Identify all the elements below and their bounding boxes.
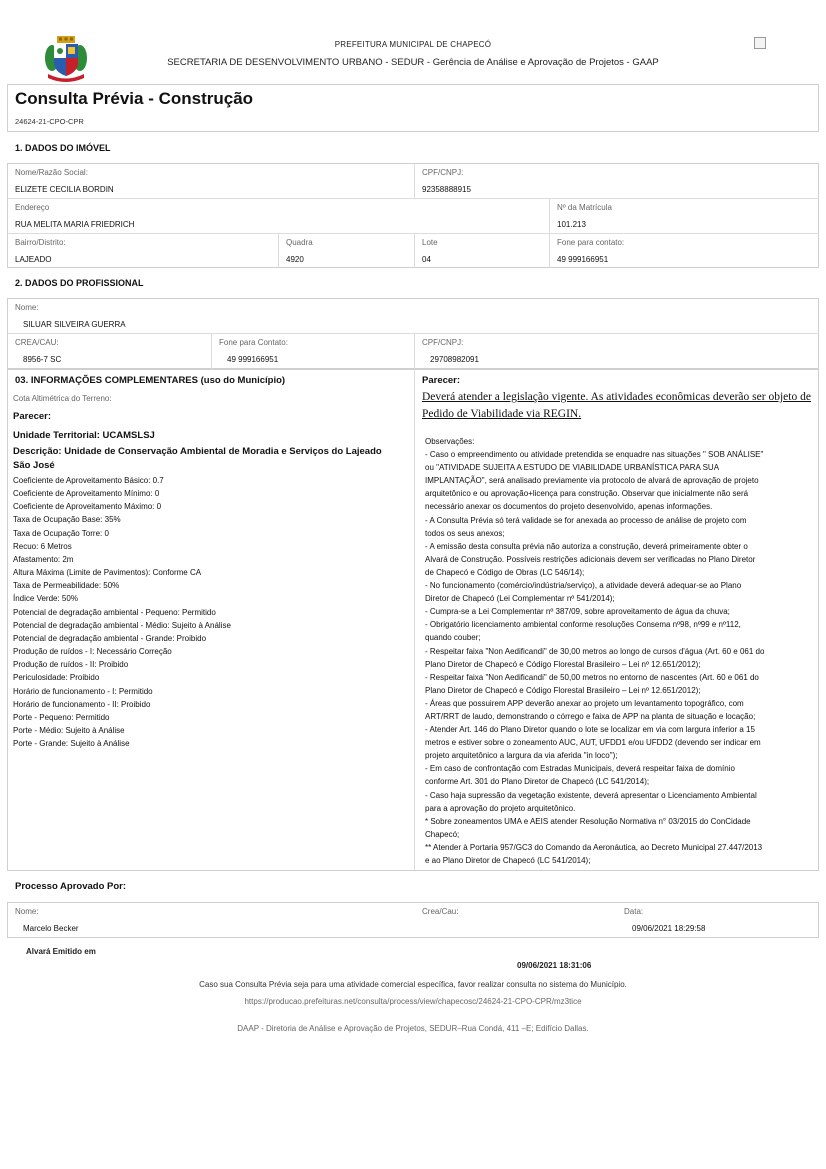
alvara-label: Alvará Emitido em xyxy=(26,947,96,956)
prof-cpf-value: 29708982091 xyxy=(430,355,479,364)
observacao-line: ou "ATIVIDADE SUJEITA A ESTUDO DE VIABILIDADE URBANÍSTICA PARA SUA xyxy=(425,463,720,473)
prof-phone-label: Fone para Contato: xyxy=(219,338,288,347)
observacao-line: Plano Diretor de Chapecó e Código Florestal Brasileiro – Lei nº 12.651/2012); xyxy=(425,685,701,695)
parametro-item: Horário de funcionamento - I: Permitido xyxy=(13,686,153,696)
address-value: RUA MELITA MARIA FRIEDRICH xyxy=(15,220,135,229)
parametro-item: Afastamento: 2m xyxy=(13,554,74,564)
aprovacao-table xyxy=(7,902,819,938)
matricula-cell xyxy=(550,199,819,234)
observacao-line: - A Consulta Prévia só terá validade se for anexada ao processo de análise de projeto com xyxy=(425,515,747,525)
approver-crea-label: Crea/Cau: xyxy=(422,907,459,916)
parametro-item: Potencial de degradação ambiental - Pequeno: Permitido xyxy=(13,607,216,617)
address-label: Endereço xyxy=(15,203,50,212)
observacao-line: IMPLANTAÇÃO", será analisado previamente via protocolo de alvará de aprovação de projeto xyxy=(425,476,759,486)
parametro-item: Periculosidade: Proibido xyxy=(13,673,100,683)
bairro-cell xyxy=(8,234,279,268)
owner-cpf-value: 92358888915 xyxy=(422,185,471,194)
approval-date-cell xyxy=(617,903,819,937)
owner-name-label: Nome/Razão Social: xyxy=(15,168,88,177)
matricula-label: Nº da Matrícula xyxy=(557,203,612,212)
observacao-line: - No funcionamento (comércio/indústria/serviço), a atividade deverá adequar-se ao Plano xyxy=(425,581,742,591)
bairro-label: Bairro/Distrito: xyxy=(15,238,66,247)
parametro-item: Porte - Pequeno: Permitido xyxy=(13,712,110,722)
parametro-item: Taxa de Permeabilidade: 50% xyxy=(13,581,120,591)
crea-value: 8956-7 SC xyxy=(23,355,62,364)
observacao-line: - Áreas que possuirem APP deverão anexar ao projeto um levantamento topográfico, com xyxy=(425,698,744,708)
section-imovel-heading: 1. DADOS DO IMÓVEL xyxy=(15,143,111,153)
observacao-line: necessário anexar os documentos do projeto desenvolvido, apenas informações. xyxy=(425,502,713,512)
approver-name-value: Marcelo Becker xyxy=(23,924,79,933)
alvara-date: 09/06/2021 18:31:06 xyxy=(517,961,592,970)
observacao-line: arquitetônico e ou aprovação+licença para construção. Observar que inicialmente não será xyxy=(425,489,749,499)
daap-address: DAAP - Diretoria de Análise e Aprovação de Projetos, SEDUR–Rua Condá, 411 –E; Edifício Dallas. xyxy=(237,1024,589,1033)
observacao-line: Alvará de Construção. Possíveis restrições adicionais devem ser verificadas no Plano Diretor xyxy=(425,554,756,564)
owner-cpf-label: CPF/CNPJ: xyxy=(422,168,464,177)
parecer-text: Deverá atender a legislação vigente. As atividades econômicas deverão ser objeto de Pedido de Viabilidade via REGIN. xyxy=(422,391,811,420)
owner-cpf-cell xyxy=(415,164,819,199)
approval-date-value: 09/06/2021 18:29:58 xyxy=(632,924,706,933)
owner-name-value: ELIZETE CECILIA BORDIN xyxy=(15,185,114,194)
observacao-line: todos os seus anexos; xyxy=(425,528,505,538)
imovel-table xyxy=(7,163,819,268)
observacao-line: ART/RRT de laudo, demonstrando o córrego e faixa de APP na planta de situação e locação; xyxy=(425,711,756,721)
observacao-line: ** Atender à Portaria 957/GC3 do Comando da Aeronáutica, ao Decreto Municipal 27.447/2013 xyxy=(425,842,763,852)
parametro-item: Produção de ruídos - I: Necessário Correção xyxy=(13,647,172,657)
observacao-line: Diretor de Chapecó (Lei Complementar nº 541/2014); xyxy=(425,594,615,604)
observacao-line: de Chapecó e Código de Obras (LC 546/14); xyxy=(425,567,585,577)
observacao-line: Observações: xyxy=(425,437,475,446)
consulta-url[interactable]: https://producao.prefeituras.net/consulta/process/view/chapecosc/24624-21-CPO-CPR/mz3tice xyxy=(244,997,582,1006)
crea-label: CREA/CAU: xyxy=(15,338,59,347)
page-title: Consulta Prévia - Construção xyxy=(15,89,254,108)
approver-name-label: Nome: xyxy=(15,907,39,916)
process-code: 24624-21-CPO-CPR xyxy=(15,117,84,126)
cota-label: Cota Altimétrica do Terreno: xyxy=(13,394,112,403)
parametro-item: Coeficiente de Aproveitamento Básico: 0.7 xyxy=(13,476,164,485)
owner-phone-value: 49 999166951 xyxy=(557,255,609,264)
secretaria-heading: SECRETARIA DE DESENVOLVIMENTO URBANO - SEDUR - Gerência de Análise e Aprovação de Projetos - GAAP xyxy=(167,57,659,68)
lote-cell xyxy=(415,234,550,268)
observacao-line: - Caso haja supressão da vegetação existente, deverá apresentar o Licenciamento Ambiental xyxy=(425,790,757,800)
title-box xyxy=(7,84,819,132)
parametro-item: Porte - Médio: Sujeito à Análise xyxy=(13,725,125,735)
parametro-item: Potencial de degradação ambiental - Grande: Proibido xyxy=(13,633,207,643)
info-complementares-box xyxy=(7,369,819,871)
observacao-line: conforme Art. 301 do Plano Diretor de Chapecó (LC 541/2014); xyxy=(425,777,650,787)
observacao-line: - A emissão desta consulta prévia não autoriza a construção, deverá primeiramente obter o xyxy=(425,541,748,551)
observacao-line: - Em caso de confrontação com Estradas Municipais, deverá respeitar faixa de domínio xyxy=(425,764,735,774)
crea-cell xyxy=(8,334,212,369)
observacoes-list xyxy=(425,435,817,867)
column-divider xyxy=(414,370,415,870)
observacao-line: quando couber; xyxy=(425,633,481,643)
broken-image-icon xyxy=(754,37,766,49)
observacao-line: Chapecó; xyxy=(425,829,460,839)
owner-phone-cell xyxy=(550,234,819,268)
prof-cpf-cell xyxy=(415,334,819,369)
consulta-notice: Caso sua Consulta Prévia seja para uma atividade comercial específica, favor realizar consulta no sistema do Município. xyxy=(199,980,627,989)
parecer-label: Parecer: xyxy=(422,375,461,386)
parametro-item: Taxa de Ocupação Torre: 0 xyxy=(13,528,109,538)
parametros-list xyxy=(13,474,408,750)
parametro-item: Produção de ruídos - II: Proibido xyxy=(13,660,129,670)
quadra-label: Quadra xyxy=(286,238,313,247)
observacao-line: - Atender Art. 146 do Plano Diretor quando o lote se localizar em via com largura inferior a 15 xyxy=(425,725,755,735)
info-heading: 03. INFORMAÇÕES COMPLEMENTARES (uso do Município) xyxy=(15,375,286,386)
observacao-line: metros e estiver sobre o zoneamento AUC, AUT, UFDD1 e/ou UFDD2 (devendo ser indicar em xyxy=(425,738,761,748)
unidade-descricao: Descrição: Unidade de Conservação Ambiental de Moradia e Serviços do Lajeado São José xyxy=(13,446,382,471)
parametro-item: Índice Verde: 50% xyxy=(13,594,78,604)
parametro-item: Taxa de Ocupação Base: 35% xyxy=(13,515,121,525)
prof-name-value: SILUAR SILVEIRA GUERRA xyxy=(23,320,126,329)
prof-phone-value: 49 999166951 xyxy=(227,355,279,364)
parametro-item: Porte - Grande: Sujeito à Análise xyxy=(13,739,130,749)
observacao-line: - Obrigatório licenciamento ambiental conforme resoluções Consema nº98, nº99 e nº112, xyxy=(425,620,741,630)
approver-crea-cell xyxy=(415,903,617,937)
prof-name-cell xyxy=(8,299,819,334)
parametro-item: Horário de funcionamento - II: Proibido xyxy=(13,699,151,709)
parametro-item: Potencial de degradação ambiental - Médio: Sujeito à Análise xyxy=(13,620,231,630)
quadra-cell xyxy=(279,234,415,268)
owner-name-cell xyxy=(8,164,415,199)
parametro-item: Recuo: 6 Metros xyxy=(13,541,72,551)
lote-label: Lote xyxy=(422,238,438,247)
parametro-item: Coeficiente de Aproveitamento Mínimo: 0 xyxy=(13,489,160,499)
parametro-item: Coeficiente de Aproveitamento Máximo: 0 xyxy=(13,502,162,512)
prefeitura-heading: PREFEITURA MUNICIPAL DE CHAPECÓ xyxy=(334,40,492,49)
quadra-value: 4920 xyxy=(286,255,304,264)
info-parecer-label: Parecer: xyxy=(13,411,52,422)
unidade-territorial: Unidade Territorial: UCAMSLSJ xyxy=(13,430,155,441)
profissional-table xyxy=(7,298,819,369)
prof-name-label: Nome: xyxy=(15,303,39,312)
observacao-line: Plano Diretor de Chapecó e Código Florestal Brasileiro – Lei nº 12.651/2012); xyxy=(425,659,701,669)
section-profissional-heading: 2. DADOS DO PROFISSIONAL xyxy=(15,278,144,288)
observacao-line: - Respeitar faixa "Non Aedificandi" de 30,00 metros ao longo de cursos d'água (Art. 60 e 061 do xyxy=(425,646,765,656)
observacao-line: e ao Plano Diretor de Chapecó (LC 541/2014); xyxy=(425,856,591,865)
parametro-item: Altura Máxima (Limite de Pavimentos): Conforme CA xyxy=(13,568,202,578)
observacao-line: * Sobre zoneamentos UMA e AEIS atender Resolução Normativa n° 03/2015 do ConCidade xyxy=(425,816,751,826)
owner-phone-label: Fone para contato: xyxy=(557,238,625,247)
observacao-line: - Caso o empreendimento ou atividade pretendida se enquadre nas situações " SOB ANÁLISE" xyxy=(425,450,764,460)
aprovacao-heading: Processo Aprovado Por: xyxy=(15,881,127,892)
lote-value: 04 xyxy=(422,255,431,264)
address-cell xyxy=(8,199,550,234)
prof-phone-cell xyxy=(212,334,415,369)
observacao-line: para a aprovação do projeto arquitetônico. xyxy=(425,803,576,813)
bairro-value: LAJEADO xyxy=(15,255,52,264)
observacao-line: - Cumpra-se a Lei Complementar nº 387/09, sobre aproveitamento de água da chuva; xyxy=(425,607,730,617)
observacao-line: projeto arquitetônico a largura da via aferida "in loco"); xyxy=(425,751,618,761)
observacao-line: - Respeitar faixa "Non Aedificandi" de 50,00 metros no entorno de nascentes (Art. 60 e 061 do xyxy=(425,672,759,682)
approver-name-cell xyxy=(8,903,415,937)
approval-date-label: Data: xyxy=(624,907,644,916)
matricula-value: 101.213 xyxy=(557,220,586,229)
prof-cpf-label: CPF/CNPJ: xyxy=(422,338,464,347)
